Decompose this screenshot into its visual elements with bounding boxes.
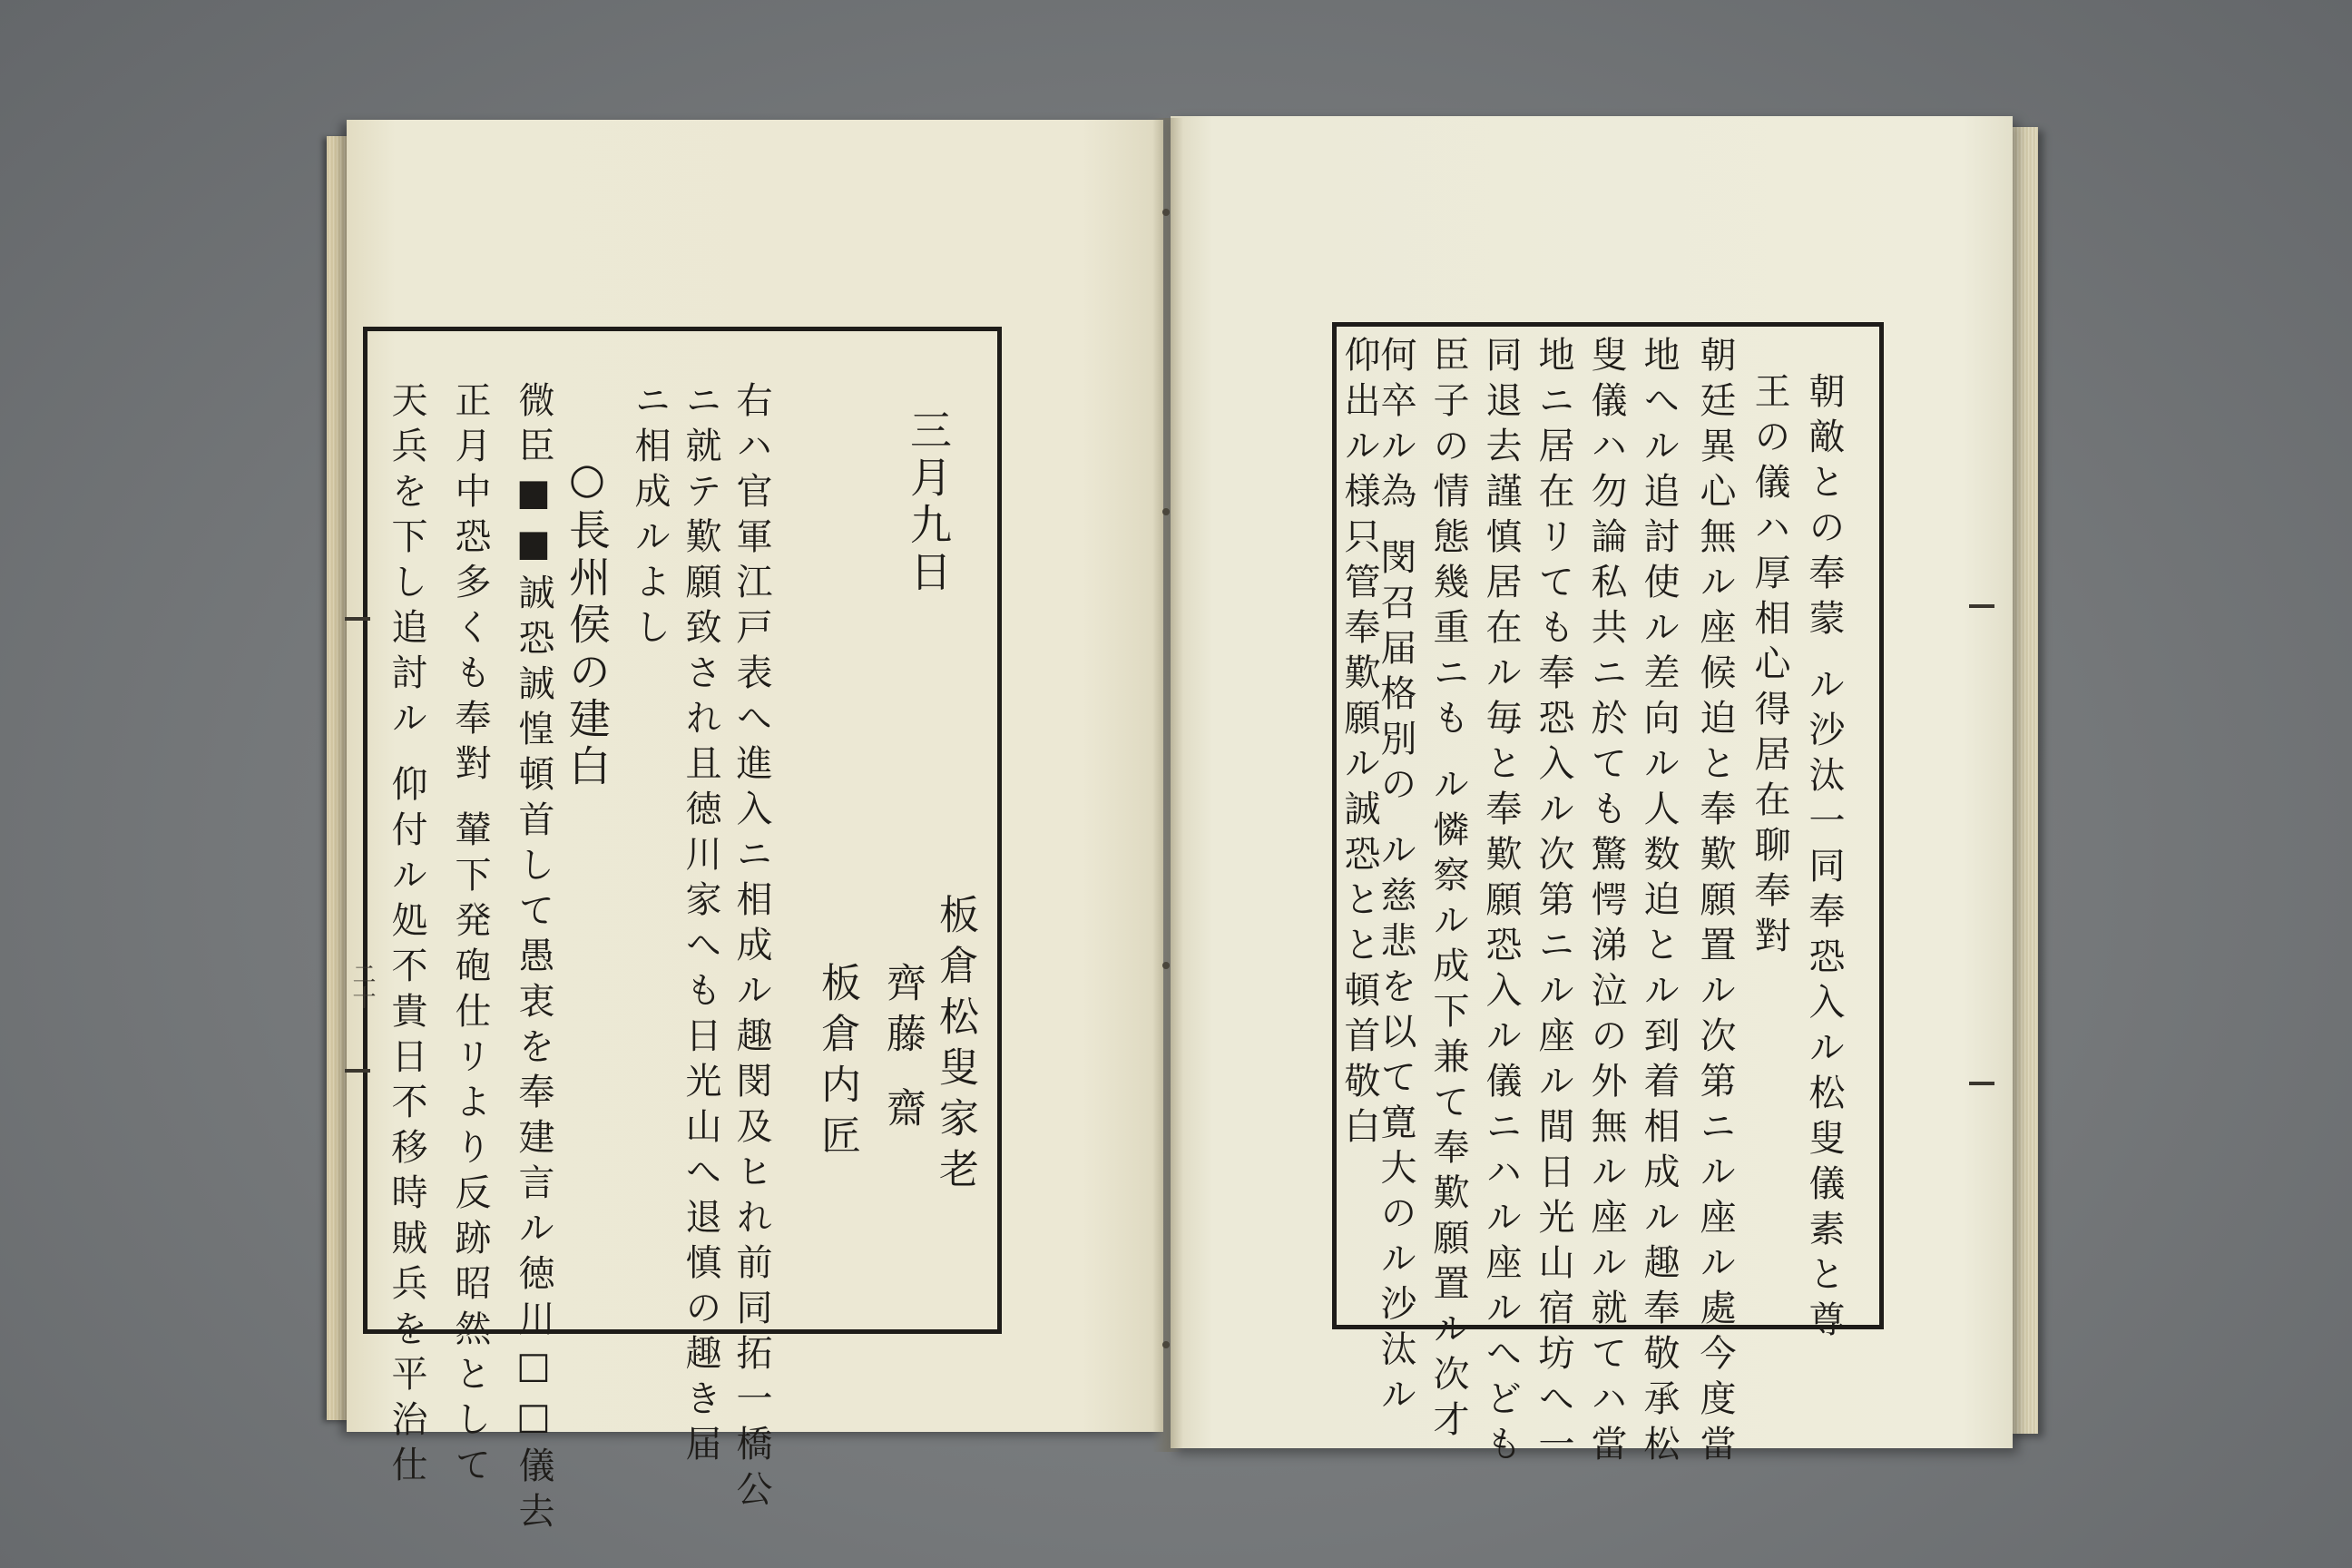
folio-rule [1969,604,1994,608]
memorial-line: 天兵を下し追討ル 仰付ル処不貴日不移時賊兵を平治仕 [386,381,427,1491]
body-line: 右ハ官軍江戸表へ進入ニ相成ル趣閔及ヒれ前同拓一橋公 [730,381,772,1515]
text-column: 叟儀ハ勿論私共ニ於ても驚愕涕泣の外無ル座ル就てハ當 [1585,336,1627,1470]
text-column: 王の儀ハ厚相心得居在聊奉對 [1749,372,1790,962]
date-line: 三月九日 [904,408,953,597]
folio-rule [345,617,370,621]
signature-saito: 齊藤 齋 [879,962,926,1138]
text-column: 朝敵との奉蒙 ル沙汰一同奉恐入ル松叟儀素と尊 [1803,372,1845,1346]
body-line: ニ就テ歎願致され且徳川家へも日光山へ退慎の趣き届 [680,381,721,1470]
text-column: 地ニ居在リても奉恐入ル次第ニル座ル間日光山宿坊へ一 [1533,336,1574,1470]
text-column: 地へル追討使ル差向ル人数迫とル到着相成ル趣奉敬承松 [1638,336,1680,1470]
memorial-line: 正月中恐多くも奉對 輦下発砲仕リより反跡昭然として [449,381,491,1491]
folio-rule [345,1069,370,1073]
binding-stitch [1162,209,1170,216]
folio-number: 二十 [348,962,376,1009]
memorial-line: 微臣■■誠恐誠惶頓首して愚衷を奉建言ル徳川□□儀去 [513,381,554,1537]
binding-stitch [1162,962,1170,969]
text-column: 朝廷異心無ル座候迫と奉歎願置ル次第ニル座ル處今度當 [1694,336,1736,1470]
body-line: ニ相成ルよし [629,381,671,653]
signature-itakura: 板倉内匠 [814,962,860,1165]
signature-house-elder: 板倉松叟家老 [932,894,978,1199]
text-column: 仰出ル様只管奉歎願ル誠恐とと頓首敬白 [1338,336,1380,1152]
text-column: 臣子の情態幾重ニも ル憐察ル成下兼て奉歎願置ル次才 [1427,336,1469,1446]
book-gutter [1152,118,1183,1452]
binding-stitch [1162,508,1170,515]
text-column: 同退去謹慎居在ル毎と奉歎願恐入ル儀ニハル座ルへども [1480,336,1522,1470]
text-column: 何卒ル為 閔召届格別の ル慈悲を以て寛大のル沙汰ル [1375,336,1416,1421]
section-title: ○長州侯の建白 [563,454,612,791]
folio-rule [1969,1082,1994,1085]
binding-stitch [1162,1341,1170,1348]
